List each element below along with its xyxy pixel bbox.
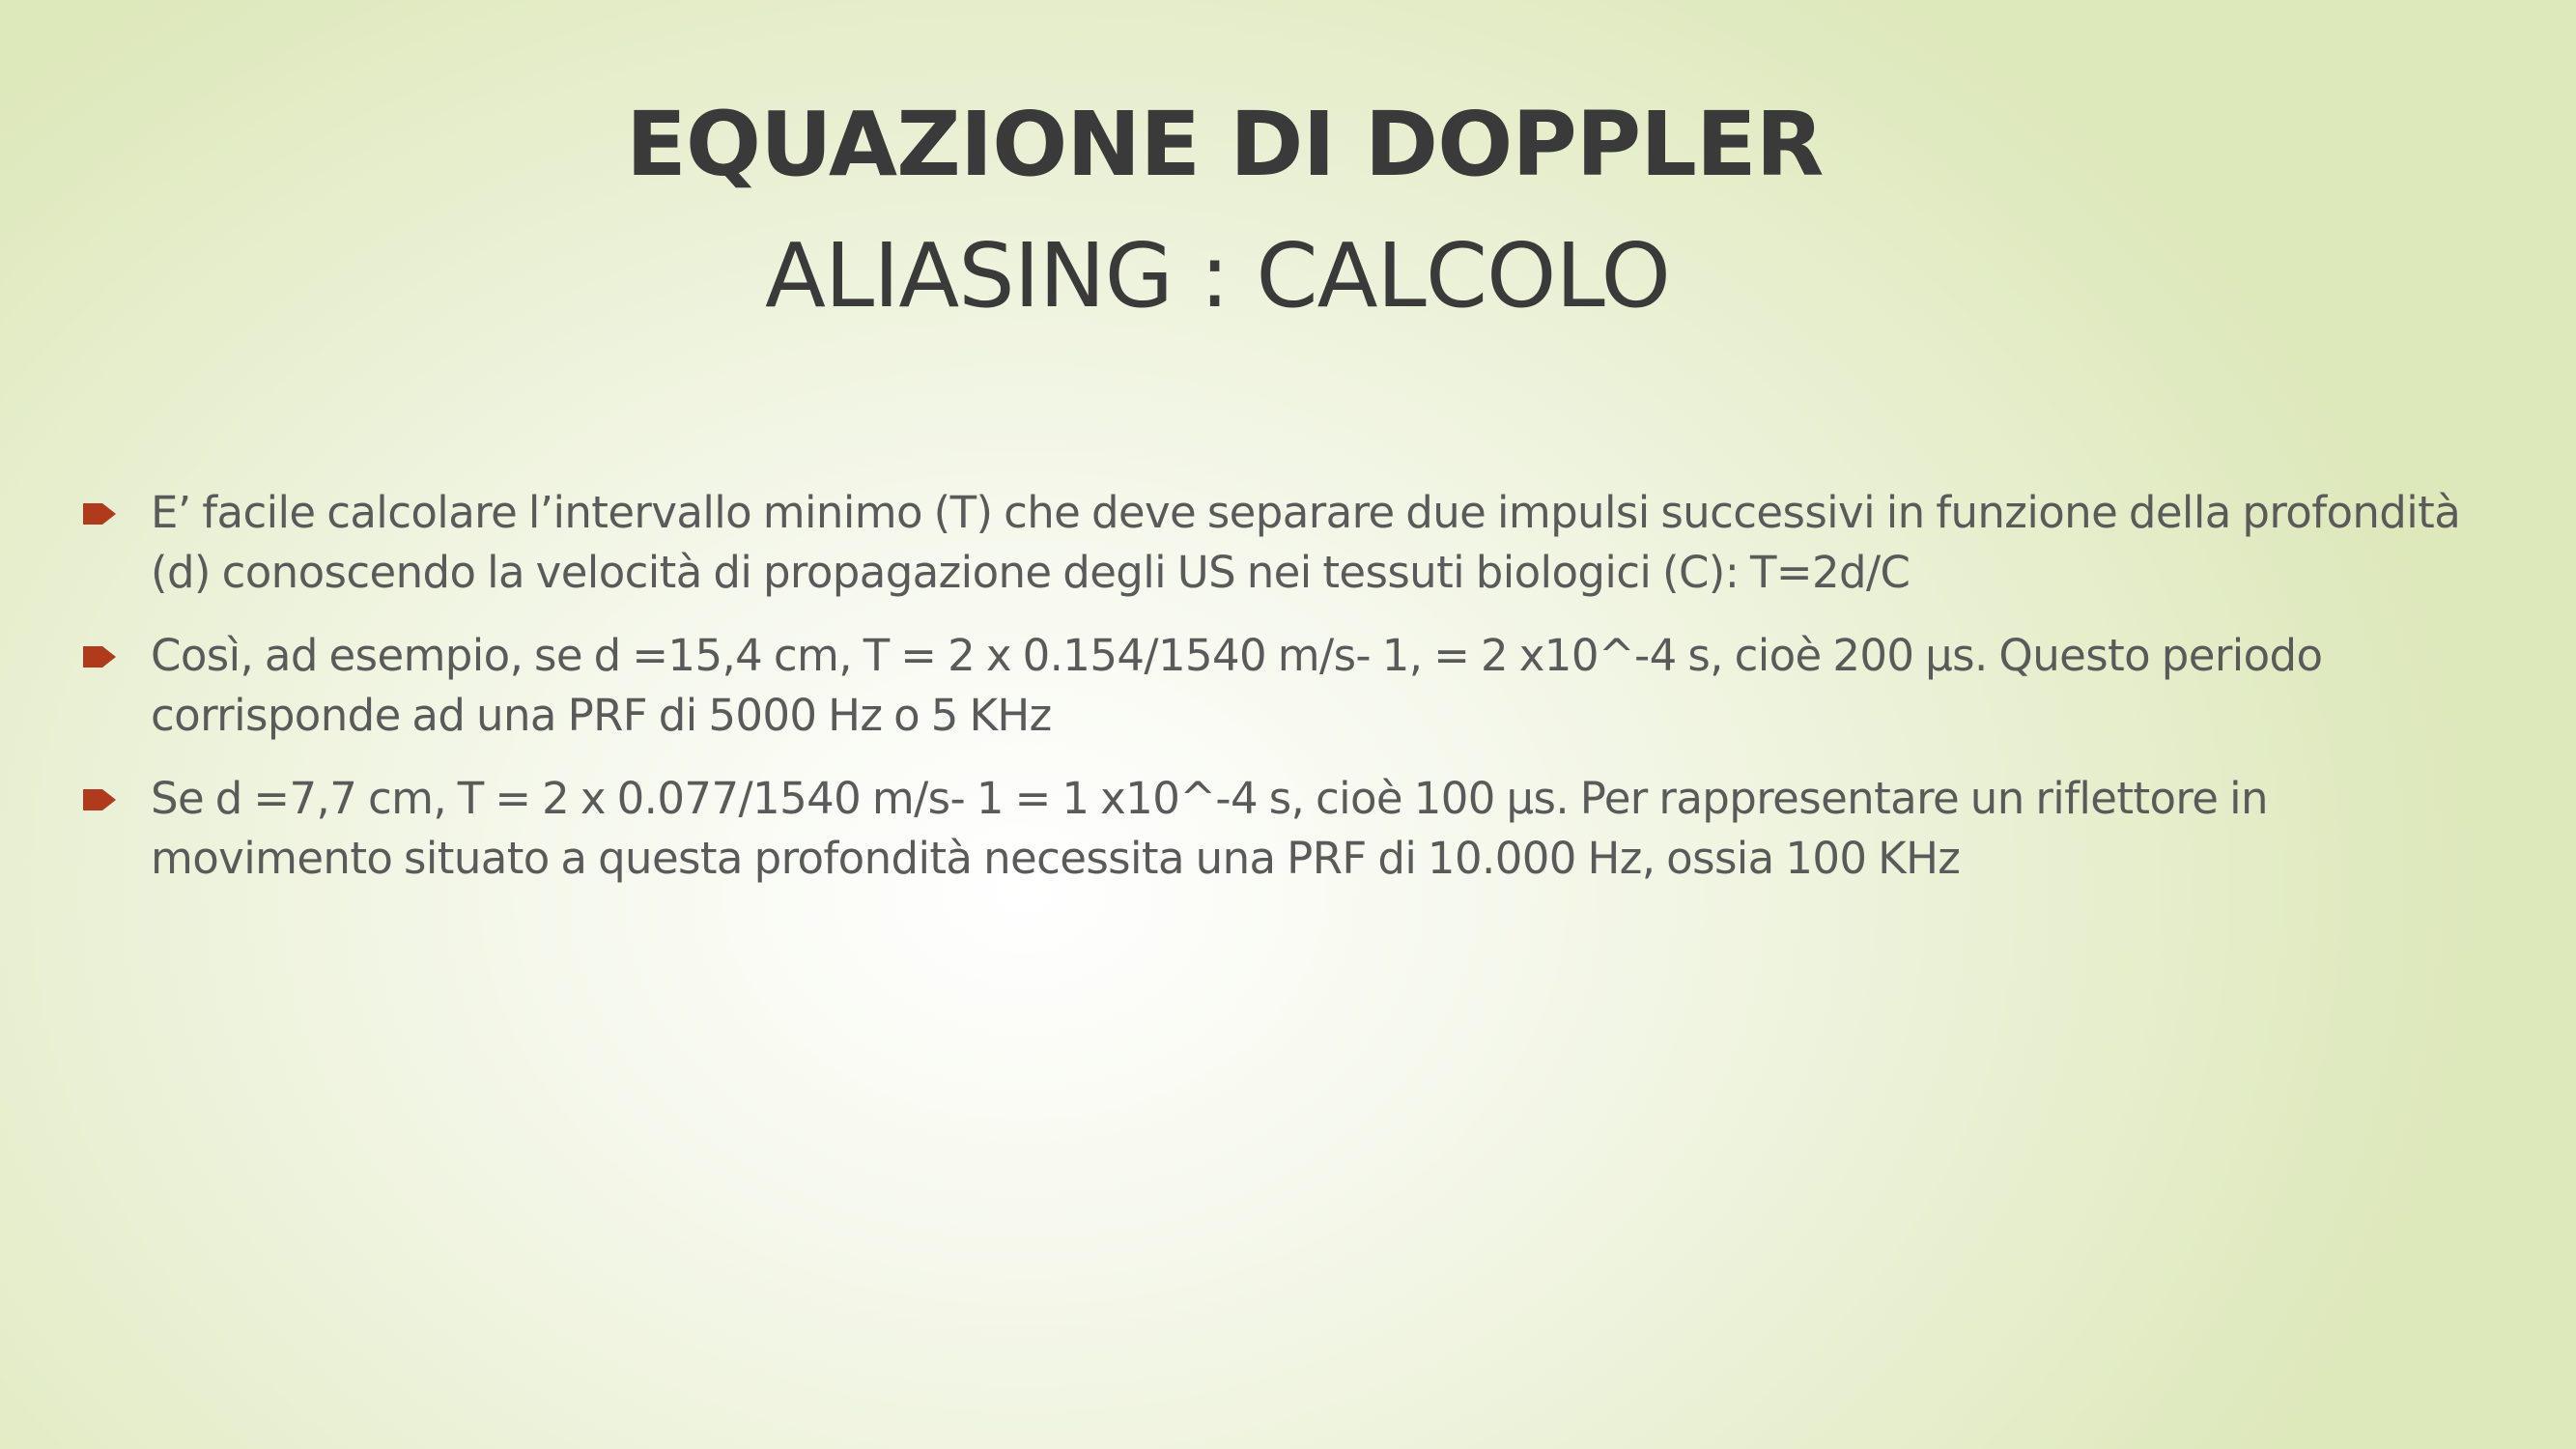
slide-subtitle: ALIASING : CALCOLO	[765, 224, 1670, 327]
slide-title: EQUAZIONE DI DOPPLER	[626, 93, 1824, 196]
bullet-item	[77, 769, 2492, 889]
bullet-list	[77, 483, 2492, 889]
bullet-item	[77, 483, 2492, 603]
slide-content	[77, 483, 2492, 912]
bullet-item	[77, 626, 2492, 746]
arrow-bullet-icon	[83, 646, 116, 668]
bullet-text: Così, ad esempio, se d =15,4 cm, T = 2 x 0.154/1540 m/s- 1, = 2 x10^-4 s, cioè 200 µs. Questo periodo corrisponde ad una PRF di 5000 Hz o 5 KHz	[151, 630, 2323, 741]
bullet-text: E’ facile calcolare l’intervallo minimo (T) che deve separare due impulsi successivi in funzione della profondità (d) conoscendo la velocità di propagazione degli US nei tessuti biologici (C): T=2d/C	[151, 487, 2461, 598]
arrow-bullet-icon	[83, 503, 116, 525]
bullet-text: Se d =7,7 cm, T = 2 x 0.077/1540 m/s- 1 = 1 x10^-4 s, cioè 100 µs. Per rappresentare un riflettore in movimento situato a questa profondità necessita una PRF di 10.000 Hz, ossia 100 KHz	[151, 773, 2268, 884]
arrow-bullet-icon	[83, 789, 116, 810]
slide-title-block	[0, 75, 2576, 336]
